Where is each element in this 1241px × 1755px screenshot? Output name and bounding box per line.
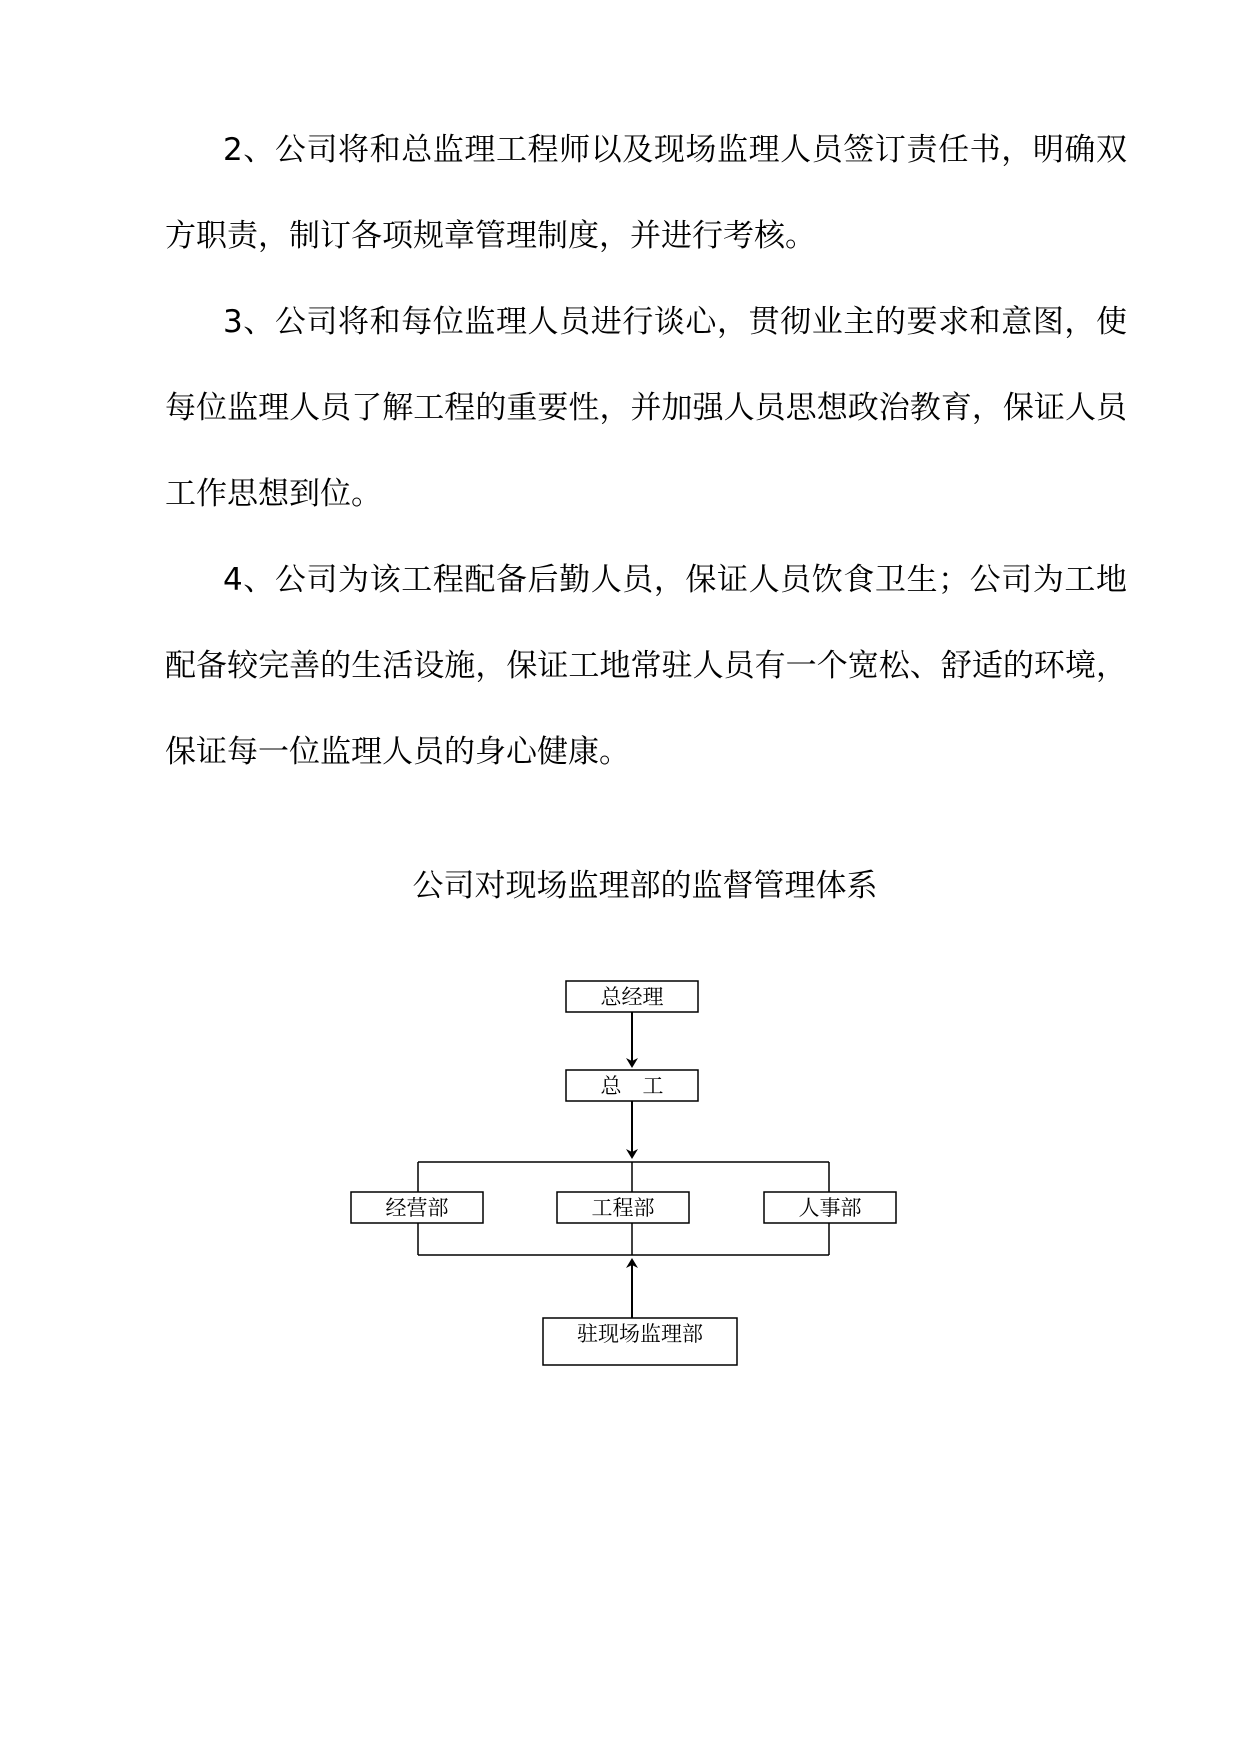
node-chief-engineer-label: 总 工 <box>600 1074 664 1098</box>
paragraph-4: 4、公司为该工程配备后勤人员，保证人员饮食卫生；公司为工地配备较完善的生活设施，保证工地常驻人员有一个宽松、舒适的环境，保证每一位监理人员的身心健康。 <box>165 562 1127 770</box>
node-business-dept <box>351 1192 483 1223</box>
node-business-dept-label: 经营部 <box>385 1196 449 1220</box>
diagram-title: 公司对现场监理部的监督管理体系 <box>412 868 878 904</box>
node-hr-dept-label: 人事部 <box>798 1196 862 1220</box>
node-hr-dept <box>764 1192 896 1223</box>
node-engineering-dept-label: 工程部 <box>591 1196 655 1220</box>
paragraph-3: 3、公司将和每位监理人员进行谈心，贯彻业主的要求和意图，使每位监理人员了解工程的重要性，并加强人员思想政治教育，保证人员工作思想到位。 <box>165 304 1127 512</box>
node-general-manager <box>566 981 698 1012</box>
node-site-office-label: 驻现场监理部 <box>577 1322 703 1346</box>
node-site-office <box>543 1318 737 1365</box>
node-general-manager-label: 总经理 <box>600 985 664 1009</box>
node-chief-engineer <box>566 1070 698 1101</box>
node-engineering-dept <box>557 1192 689 1223</box>
paragraph-2: 2、公司将和总监理工程师以及现场监理人员签订责任书，明确双方职责，制订各项规章管理制度，并进行考核。 <box>165 132 1127 254</box>
